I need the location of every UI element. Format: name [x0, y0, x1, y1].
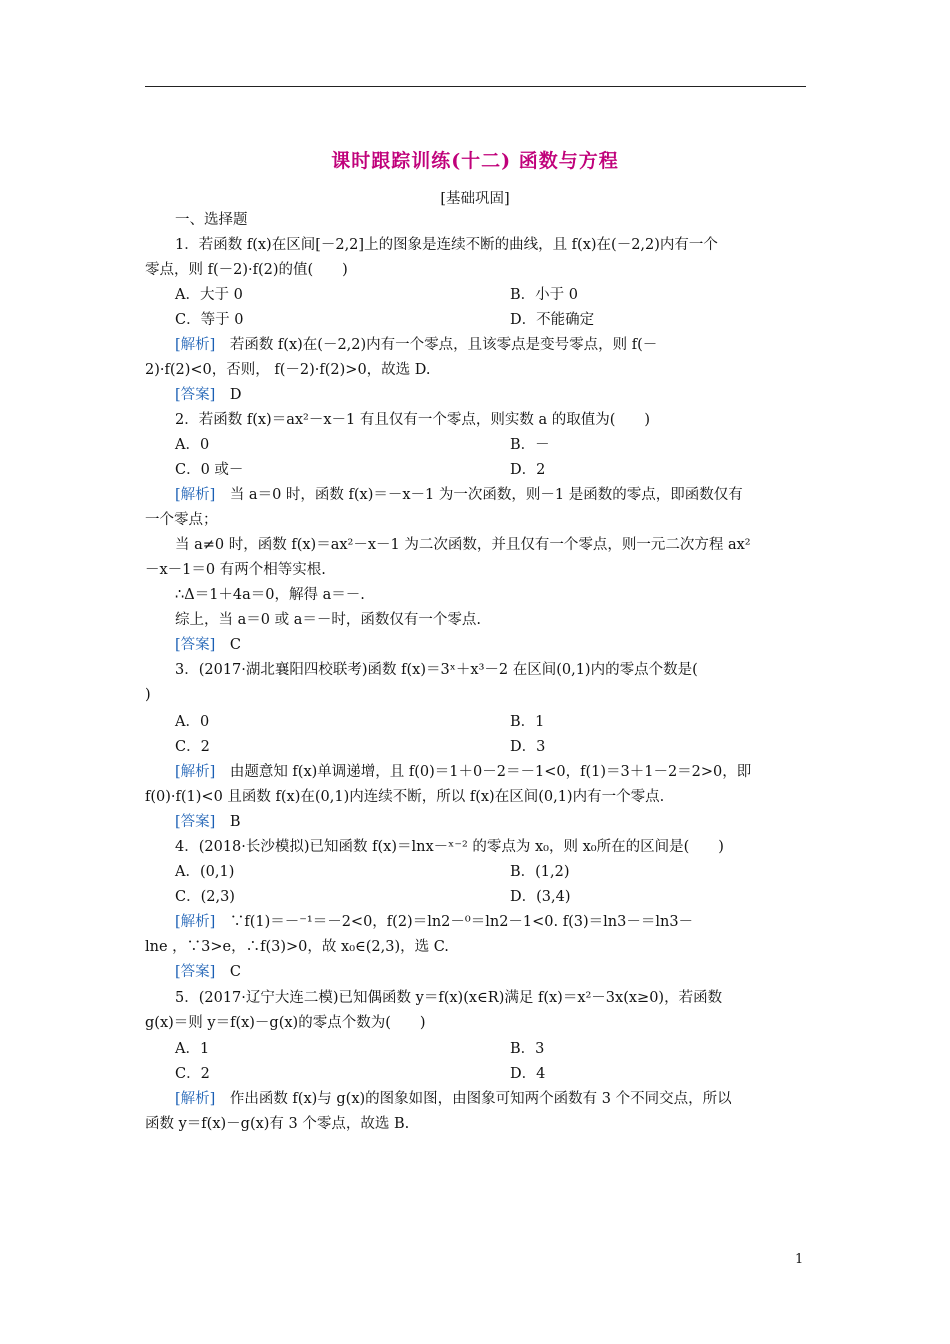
- q2-analysis-line6: 综上，当 a＝0 或 a＝－时，函数仅有一个零点.: [175, 612, 481, 628]
- q2-analysis-line2: 一个零点；: [145, 512, 218, 528]
- answer-tag: [答案]: [175, 964, 216, 980]
- q1-option-b: B．小于 0: [510, 287, 578, 303]
- header-rule: [145, 86, 806, 87]
- analysis-tag: [解析]: [175, 1091, 216, 1107]
- q5-analysis-line2: 函数 y＝f(x)－g(x)有 3 个零点，故选 B.: [145, 1116, 410, 1132]
- section-subtitle: [基础巩固]: [440, 191, 510, 207]
- q5-option-b: B．3: [510, 1041, 545, 1057]
- q3-option-a: A．0: [175, 714, 210, 730]
- section-heading: 一、选择题: [175, 212, 248, 228]
- q5-option-c: C．2: [175, 1066, 210, 1082]
- q1-option-c: C．等于 0: [175, 312, 244, 328]
- analysis-tag: [解析]: [175, 764, 216, 780]
- q4-option-a: A．(0,1): [175, 864, 235, 880]
- q3-option-c: C．2: [175, 739, 210, 755]
- q2-option-a: A．0: [175, 437, 210, 453]
- answer-tag: [答案]: [175, 814, 216, 830]
- analysis-tag: [解析]: [175, 914, 216, 930]
- analysis-tag: [解析]: [175, 337, 216, 353]
- q4-analysis-line2: lne ，∵3>e，∴f(3)>0，故 x₀∈(2,3)，选 C.: [145, 939, 449, 955]
- q5-stem-line2: g(x)＝则 y＝f(x)－g(x)的零点个数为( ): [145, 1015, 426, 1031]
- q2-option-d: D．2: [510, 462, 546, 478]
- analysis-tag: [解析]: [175, 487, 216, 503]
- q2-analysis-line3: 当 a≠0 时，函数 f(x)＝ax²－x－1 为二次函数，并且仅有一个零点，则一元二次方程 ax²: [175, 537, 751, 553]
- q3-answer: [答案] B: [175, 814, 241, 830]
- q3-analysis-line1: [解析] 由题意知 f(x)单调递增，且 f(0)＝1＋0－2＝－1<0，f(1)＝3＋1－2＝2>0，即: [175, 764, 752, 780]
- q5-option-a: A．1: [175, 1041, 210, 1057]
- q5-stem-line1: 5．(2017·辽宁大连二模)已知偶函数 y＝f(x)(x∈R)满足 f(x)＝x²－3x(x≥0)，若函数: [175, 990, 723, 1006]
- q3-analysis-line2: f(0)·f(1)<0 且函数 f(x)在(0,1)内连续不断，所以 f(x)在区间(0,1)内有一个零点.: [145, 789, 665, 805]
- q3-stem-line2: ): [145, 687, 151, 703]
- q2-option-b: B．－: [510, 437, 550, 453]
- q4-stem-line1: 4．(2018·长沙模拟)已知函数 f(x)＝lnx－ˣ⁻² 的零点为 x₀，则 x₀所在的区间是( ): [175, 839, 724, 855]
- q3-stem-line1: 3．(2017·湖北襄阳四校联考)函数 f(x)＝3ˣ＋x³－2 在区间(0,1)内的零点个数是(: [175, 662, 698, 678]
- q2-analysis-line5: ∴Δ＝1＋4a＝0，解得 a＝－.: [175, 587, 365, 603]
- q3-option-d: D．3: [510, 739, 546, 755]
- q2-stem-line1: 2．若函数 f(x)＝ax²－x－1 有且仅有一个零点，则实数 a 的取值为( ): [175, 412, 651, 428]
- q1-stem-line2: 零点，则 f(－2)·f(2)的值( ): [145, 262, 348, 278]
- q1-analysis-line1: [解析] 若函数 f(x)在(－2,2)内有一个零点，且该零点是变号零点，则 f(－: [175, 337, 658, 353]
- q1-option-a: A．大于 0: [175, 287, 243, 303]
- page-number: 1: [795, 1252, 804, 1267]
- q4-option-b: B．(1,2): [510, 864, 570, 880]
- q2-option-c: C．0 或－: [175, 462, 244, 478]
- q4-option-c: C．(2,3): [175, 889, 235, 905]
- q2-analysis-line1: [解析] 当 a＝0 时，函数 f(x)＝－x－1 为一次函数，则－1 是函数的零点，即函数仅有: [175, 487, 743, 503]
- q5-analysis-line1: [解析] 作出函数 f(x)与 g(x)的图象如图，由图象可知两个函数有 3 个不同交点，所以: [175, 1091, 732, 1107]
- q2-analysis-line4: －x－1＝0 有两个相等实根.: [145, 562, 326, 578]
- q5-option-d: D．4: [510, 1066, 546, 1082]
- page-title: 课时跟踪训练(十二) 函数与方程: [331, 150, 619, 172]
- q1-stem-line1: 1．若函数 f(x)在区间[－2,2]上的图象是连续不断的曲线，且 f(x)在(－2,2)内有一个: [175, 237, 718, 253]
- q4-option-d: D．(3,4): [510, 889, 571, 905]
- answer-tag: [答案]: [175, 387, 216, 403]
- q2-answer: [答案] C: [175, 637, 241, 653]
- q1-answer: [答案] D: [175, 387, 242, 403]
- q1-analysis-line2: 2)·f(2)<0，否则， f(－2)·f(2)>0，故选 D.: [145, 362, 431, 378]
- answer-tag: [答案]: [175, 637, 216, 653]
- q4-answer: [答案] C: [175, 964, 241, 980]
- q1-option-d: D．不能确定: [510, 312, 595, 328]
- q3-option-b: B．1: [510, 714, 545, 730]
- q4-analysis-line1: [解析] ∵f(1)＝－⁻¹＝－2<0，f(2)＝ln2－⁰＝ln2－1<0. f(3)＝ln3－＝ln3－: [175, 914, 694, 930]
